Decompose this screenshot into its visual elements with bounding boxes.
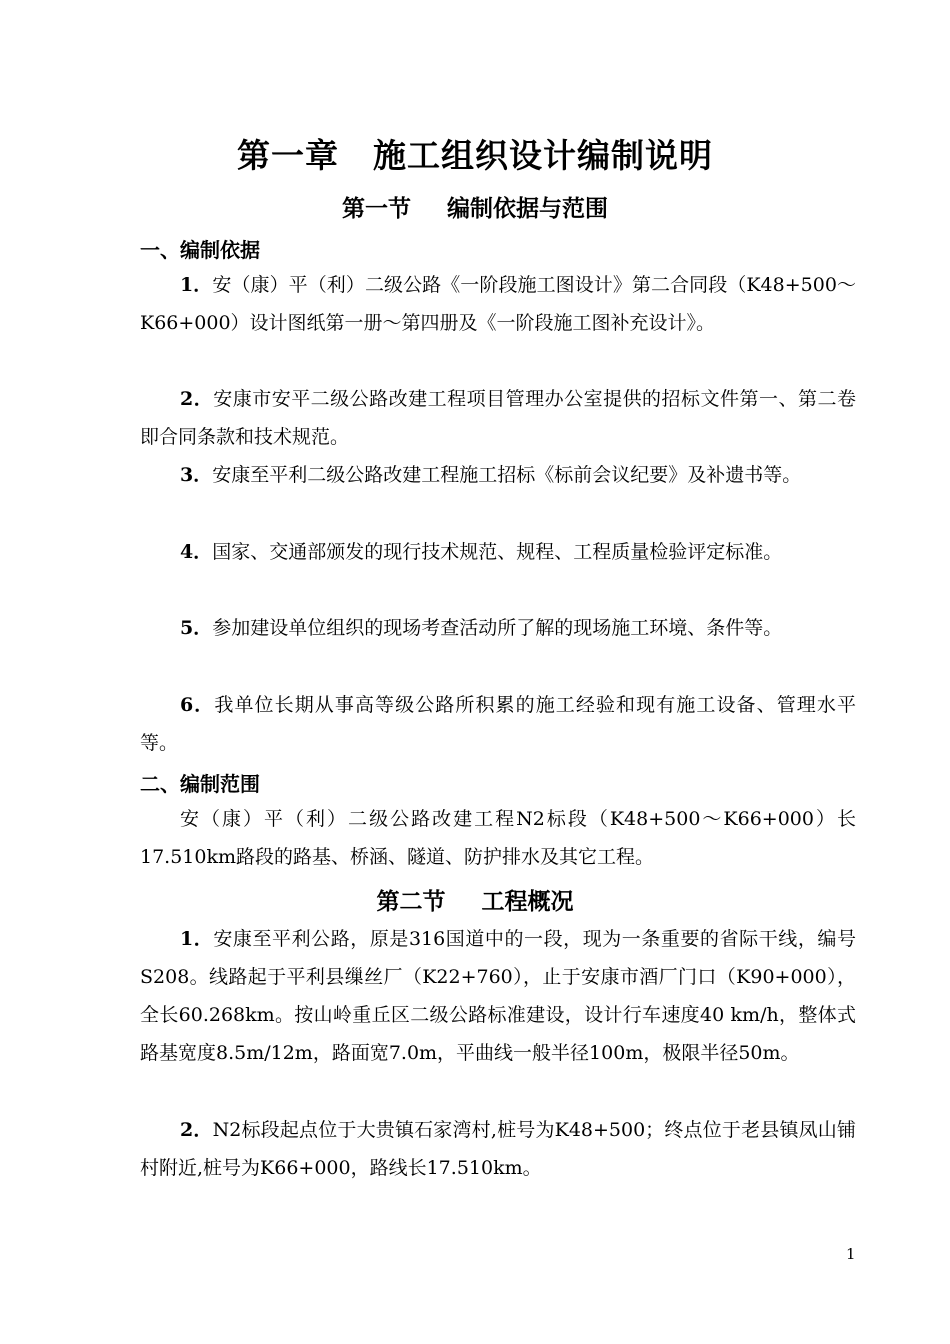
item-text: N2标段起点位于大贵镇石家湾村,桩号为K48+500；终点位于老县镇凤山铺村附近,桩号为K66+000，路线长17.510km。: [140, 1119, 856, 1179]
overview-item: [140, 920, 856, 1072]
section-title-1: [0, 190, 950, 223]
basis-item: [140, 609, 856, 647]
basis-item: [140, 533, 856, 571]
section-title-2: [0, 883, 950, 916]
overview-item: [140, 1111, 856, 1187]
item-number: 5．: [180, 617, 213, 639]
basis-item: [140, 380, 856, 456]
sub-heading-scope: 二、编制范围: [140, 772, 260, 796]
item-number: 4．: [180, 541, 213, 563]
item-number: 6．: [180, 694, 215, 716]
item-text: 安康至平利公路，原是316国道中的一段，现为一条重要的省际干线，编号S208。线路起于平利县缫丝厂（K22+760），止于安康市酒厂门口（K90+000），全长60.268km。按山岭重丘区二级公路标准建设，设计行车速度40 km/h，整体式路基宽度8.5m/12m，路面宽7.0m，平曲线一般半径100m，极限半径50m。: [140, 928, 856, 1064]
section-label: 第二节: [376, 889, 446, 915]
item-number: 1．: [180, 928, 214, 950]
scope-paragraph: 安（康）平（利）二级公路改建工程N2标段（K48+500～K66+000）长17.510km路段的路基、桥涵、隧道、防护排水及其它工程。: [140, 808, 856, 868]
section-heading: 编制依据与范围: [447, 196, 608, 222]
section-label: 第一节: [342, 196, 411, 222]
sub-heading-basis: 一、编制依据: [140, 238, 260, 262]
item-text: 我单位长期从事高等级公路所积累的施工经验和现有施工设备、管理水平等。: [140, 694, 856, 754]
item-number: 1．: [180, 274, 213, 296]
basis-item: [140, 266, 856, 342]
item-text: 国家、交通部颁发的现行技术规范、规程、工程质量检验评定标准。: [212, 541, 783, 563]
item-number: 3．: [180, 464, 213, 486]
item-number: 2．: [180, 1119, 213, 1141]
item-text: 参加建设单位组织的现场考查活动所了解的现场施工环境、条件等。: [212, 617, 783, 639]
basis-item: [140, 686, 856, 762]
item-number: 2．: [180, 388, 214, 410]
chapter-title: 第一章 施工组织设计编制说明: [237, 136, 713, 175]
page-number: 1: [846, 1245, 856, 1263]
basis-item: [140, 456, 856, 494]
section-heading: 工程概况: [481, 889, 574, 915]
item-text: 安（康）平（利）二级公路《一阶段施工图设计》第二合同段（K48+500～K66+000）设计图纸第一册～第四册及《一阶段施工图补充设计》。: [140, 274, 856, 334]
item-text: 安康至平利二级公路改建工程施工招标《标前会议纪要》及补遗书等。: [212, 464, 802, 486]
item-text: 安康市安平二级公路改建工程项目管理办公室提供的招标文件第一、第二卷即合同条款和技术规范。: [140, 388, 856, 448]
